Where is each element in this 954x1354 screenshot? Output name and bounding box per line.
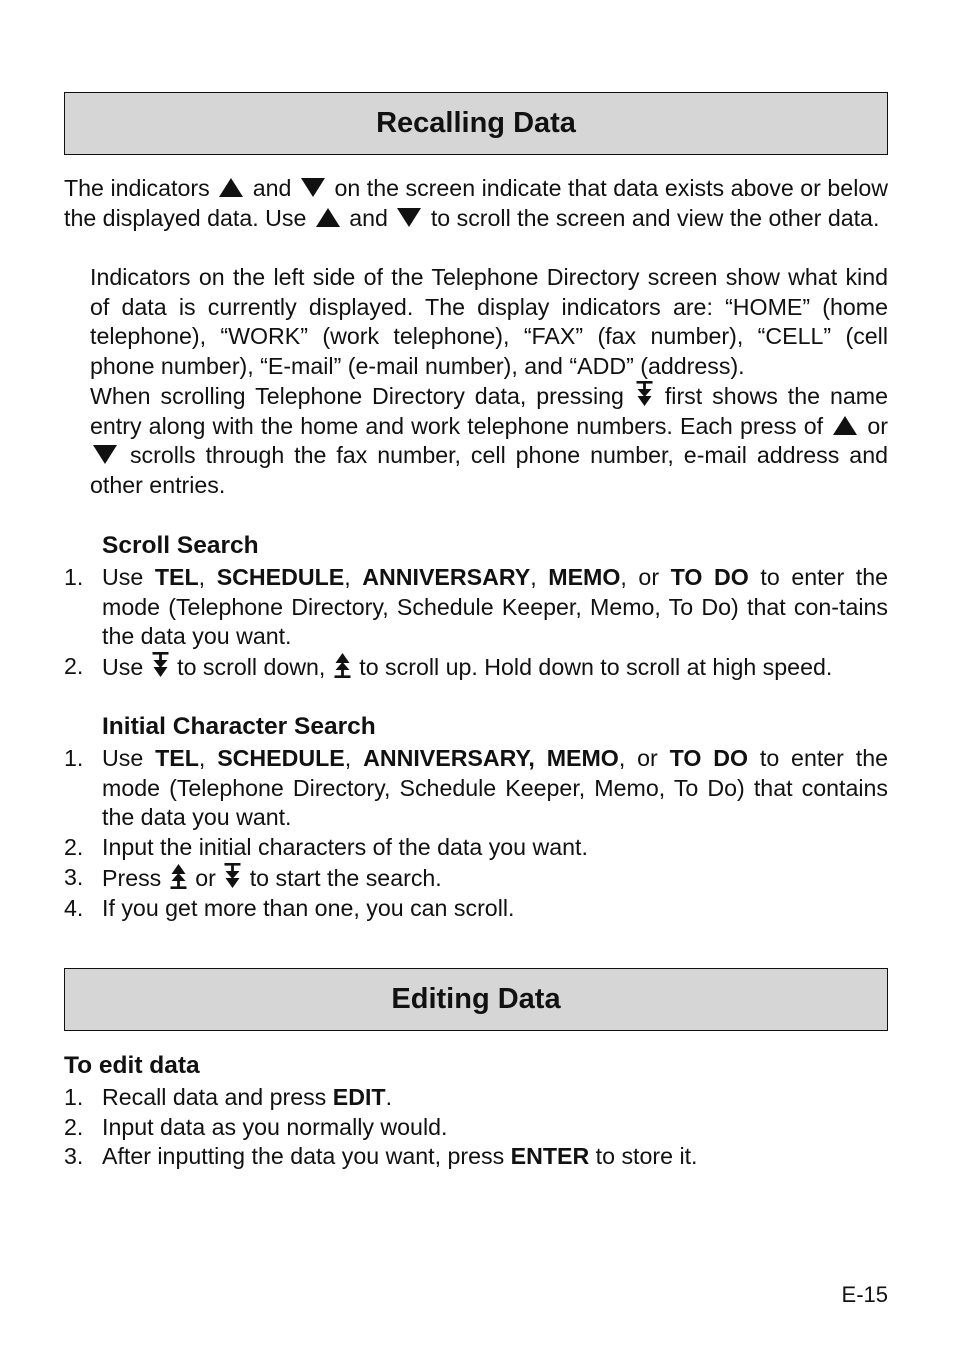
scroll-search-heading: Scroll Search xyxy=(102,532,259,559)
recalling-data-title-banner xyxy=(64,92,888,155)
editing-data-title-banner xyxy=(64,968,888,1031)
to-edit-data-heading: To edit data xyxy=(64,1052,200,1079)
double-arrow-up-icon xyxy=(334,652,351,678)
list-item: 4. If you get more than one, you can scroll. xyxy=(64,894,515,921)
double-arrow-down-icon xyxy=(224,863,241,889)
double-arrow-down-icon xyxy=(636,381,653,407)
initial-character-search-heading: Initial Character Search xyxy=(102,713,376,740)
list-item: 1. Recall data and press EDIT. xyxy=(64,1084,393,1110)
double-arrow-up-icon xyxy=(170,863,187,889)
triangle-up-icon xyxy=(833,416,857,435)
triangle-down-icon xyxy=(93,445,117,464)
list-item: 1. Use TEL, SCHEDULE, ANNIVERSARY, MEMO, or TO DO to enter the mode (Telephone Directory, Schedule Keeper, Memo, To Do) that con-tains the data you want. xyxy=(64,564,888,650)
list-item: 2. Input the initial characters of the data you want. xyxy=(64,834,588,861)
recalling-intro-paragraph: The indicators and on the screen indicate that data exists above or below the displayed data. Use and to scroll the screen and view the other data. xyxy=(64,175,888,231)
list-item: 2. Use to scroll down, to scroll up. Hold down to scroll at high speed. xyxy=(64,653,833,681)
scrolling-note: When scrolling Telephone Directory data, pressing first shows the name entry along with the home and work telephone numbers. Each press of or scrolls through the fax number, cell phone number, e-mail address and other entries. xyxy=(90,383,888,499)
triangle-up-icon xyxy=(219,178,243,197)
editing-data-title: Editing Data xyxy=(391,982,561,1015)
list-item: 3. After inputting the data you want, press ENTER to store it. xyxy=(64,1143,698,1170)
triangle-up-icon xyxy=(316,208,340,227)
triangle-down-icon xyxy=(301,178,325,197)
list-item: 1. Use TEL, SCHEDULE, ANNIVERSARY, MEMO, or TO DO to enter the mode (Telephone Directory, Schedule Keeper, Memo, To Do) that contains the data you want. xyxy=(64,745,888,831)
scroll-search-steps xyxy=(64,563,888,683)
recalling-data-title: Recalling Data xyxy=(376,106,576,139)
list-item: 3. Press or to start the search. xyxy=(64,863,442,891)
initial-search-steps xyxy=(64,744,888,923)
list-item: 2. Input data as you normally would. xyxy=(64,1113,448,1140)
indicators-note: Indicators on the left side of the Telephone Directory screen show what kind of data is currently displayed. The display indicators are: “HOME” (home telephone), “WORK” (work telephone), “FAX” (fax number), “CELL” (cell phone number), “E-mail” (e-mail number), and “ADD” (address). xyxy=(90,264,888,380)
page-number: E-15 xyxy=(841,1282,888,1307)
triangle-down-icon xyxy=(397,208,421,227)
double-arrow-down-icon xyxy=(152,652,169,678)
editing-steps xyxy=(64,1083,888,1172)
